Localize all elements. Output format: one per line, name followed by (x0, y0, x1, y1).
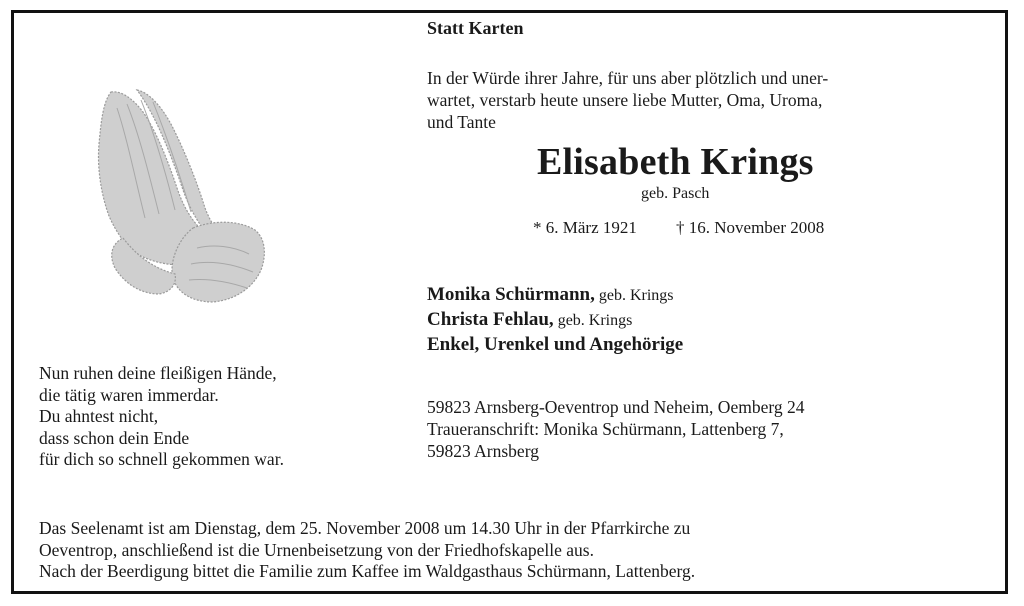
deceased-name: Elisabeth Krings (537, 141, 814, 183)
intro-text (427, 67, 828, 133)
footer-line: Das Seelenamt ist am Dienstag, dem 25. November 2008 um 14.30 Uhr in der Pfarrkirche zu (39, 518, 691, 538)
poem-line: für dich so schnell gekommen war. (39, 449, 284, 469)
mourner-note: geb. Krings (557, 312, 633, 329)
address-line: Traueranschrift: Monika Schürmann, Lattenberg 7, (427, 419, 784, 439)
mourner-row (427, 283, 683, 308)
mourner-name: Monika Schürmann, (427, 284, 595, 305)
footer-line: Nach der Beerdigung bittet die Familie zum Kaffee im Waldgasthaus Schürmann, Lattenberg. (39, 561, 696, 581)
poem-line: Du ahntest nicht, (39, 406, 159, 426)
poem-line: Nun ruhen deine fleißigen Hände, (39, 363, 277, 383)
birth-date: * 6. März 1921 (533, 218, 637, 237)
mourner-name: Christa Fehlau, (427, 309, 554, 330)
footer-line: Oeventrop, anschließend ist die Urnenbeisetzung von der Friedhofskapelle aus. (39, 539, 594, 560)
heading: Statt Karten (427, 18, 524, 38)
intro-line: In der Würde ihrer Jahre, für uns aber plötzlich und uner- (427, 68, 829, 88)
death-date: † 16. November 2008 (676, 218, 825, 237)
mourner-name: Enkel, Urenkel und Angehörige (427, 334, 684, 355)
maiden-name: geb. Pasch (641, 185, 710, 202)
praying-hands-icon (93, 88, 273, 304)
mourner-row (427, 308, 683, 333)
intro-line: und Tante (427, 112, 496, 132)
address-block (427, 396, 804, 462)
poem-line: die tätig waren immerdar. (39, 384, 219, 405)
poem-line: dass schon dein Ende (39, 427, 190, 448)
mourner-row (427, 333, 683, 357)
poem (39, 363, 284, 471)
mourners-list (427, 283, 683, 357)
intro-line: wartet, verstarb heute unsere liebe Mutter, Oma, Uroma, (427, 90, 823, 110)
address-line: 59823 Arnsberg-Oeventrop und Neheim, Oemberg 24 (427, 397, 805, 417)
mourner-note: geb. Krings (598, 287, 674, 304)
service-details (39, 518, 695, 583)
address-line: 59823 Arnsberg (427, 441, 539, 461)
